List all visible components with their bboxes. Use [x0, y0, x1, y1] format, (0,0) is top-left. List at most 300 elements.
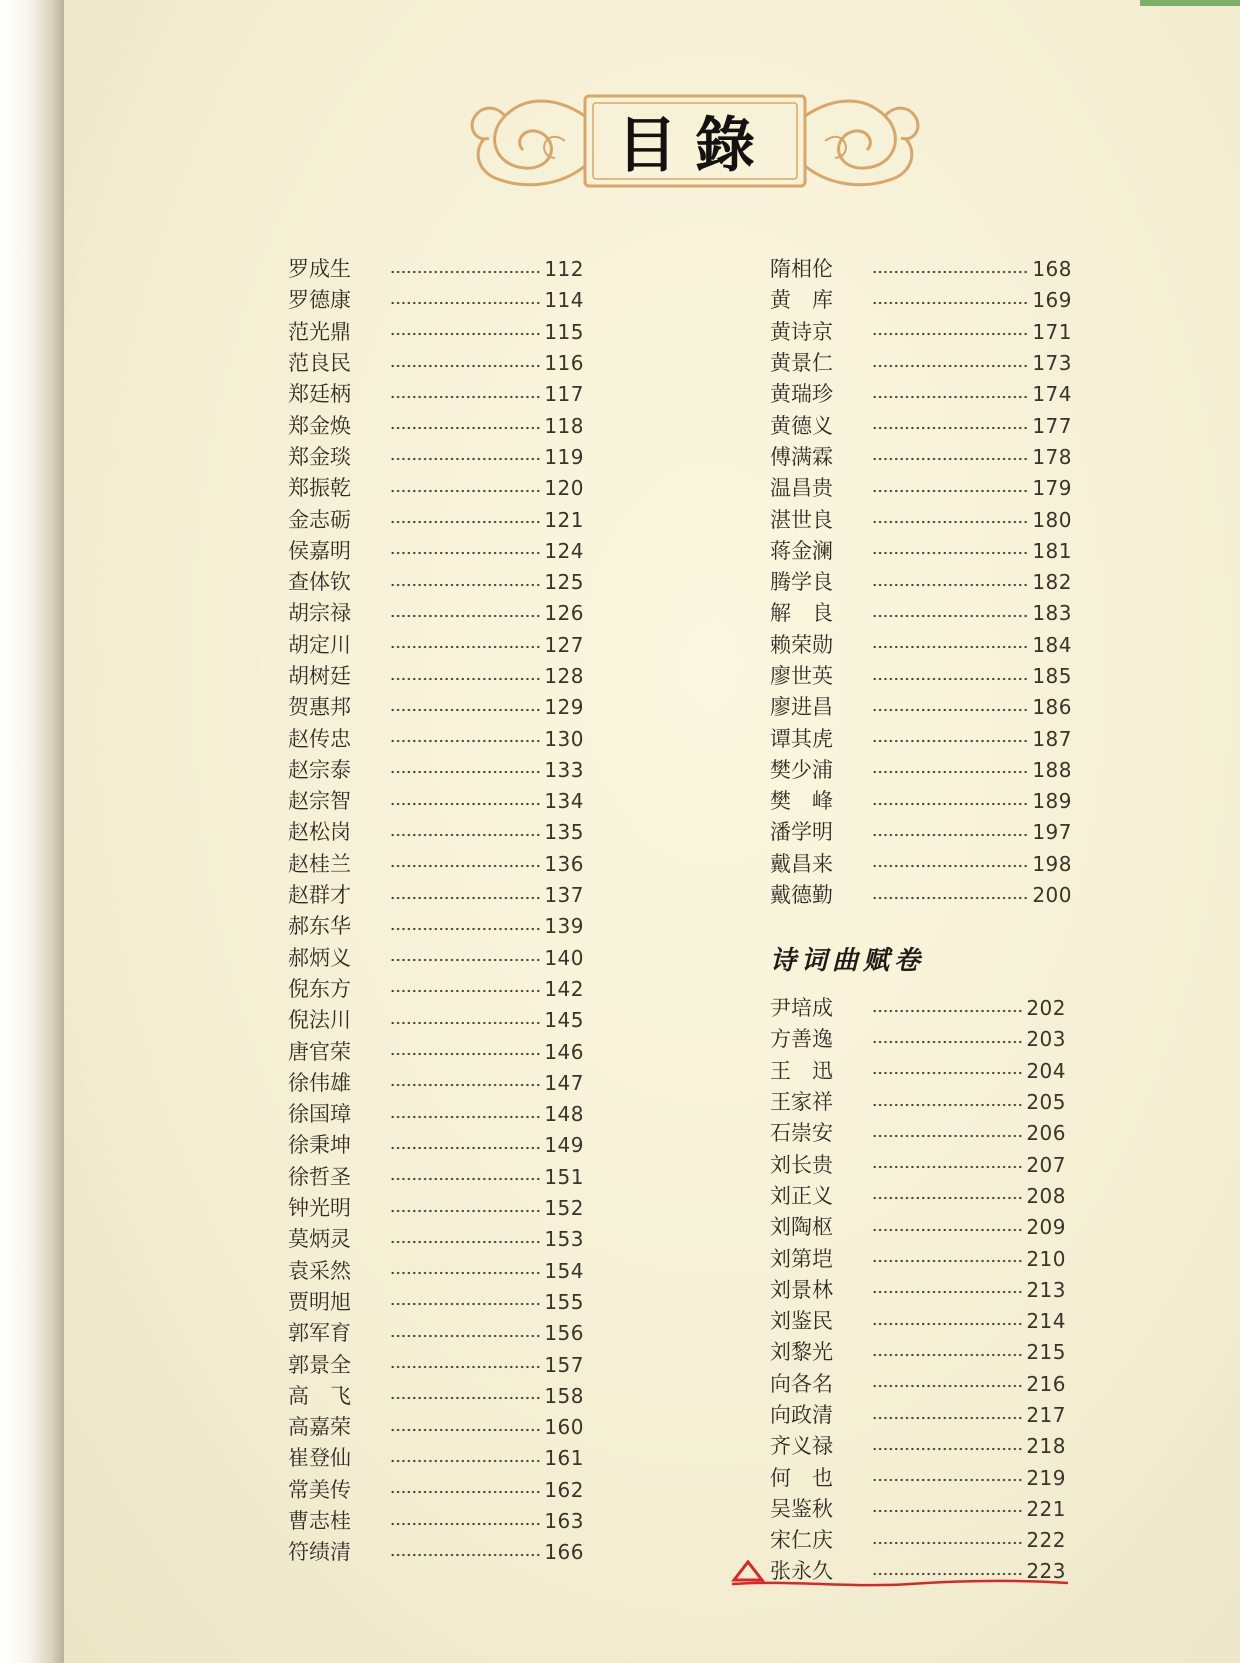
toc-entry — [770, 817, 1072, 848]
toc-dot-leader — [872, 1416, 1022, 1420]
toc-entry — [288, 536, 584, 567]
toc-entry-name: 唐官荣 — [288, 1039, 351, 1064]
toc-entry-page-number: 184 — [1032, 632, 1072, 657]
toc-entry-page-number: 158 — [544, 1383, 584, 1408]
section-heading: 诗词曲赋卷 — [770, 946, 926, 976]
toc-right-column — [770, 254, 1072, 911]
toc-entry — [288, 1256, 584, 1287]
toc-entry-name: 郑廷柄 — [288, 382, 351, 407]
toc-entry — [288, 1412, 584, 1443]
page-title: 目錄 — [617, 111, 773, 181]
toc-entry-page-number: 198 — [1032, 851, 1072, 876]
toc-entry-name: 徐伟雄 — [288, 1070, 351, 1095]
toc-entry-name: 黄 库 — [770, 288, 833, 313]
toc-entry — [288, 1036, 584, 1067]
toc-entry-page-number: 218 — [1026, 1434, 1066, 1459]
toc-entry — [288, 504, 584, 535]
toc-entry — [288, 1224, 584, 1255]
toc-entry-page-number: 177 — [1032, 413, 1072, 438]
toc-entry-name: 刘景林 — [770, 1277, 833, 1302]
toc-dot-leader — [872, 1541, 1022, 1545]
toc-dot-leader — [390, 1271, 540, 1275]
toc-dot-leader — [872, 1103, 1022, 1107]
toc-dot-leader — [390, 896, 540, 900]
toc-entry-name: 解 良 — [770, 601, 833, 626]
toc-entry-name: 郝炳义 — [288, 945, 351, 970]
toc-entry-page-number: 128 — [544, 664, 584, 688]
toc-entry-name: 郭军育 — [288, 1321, 351, 1346]
toc-entry-page-number: 210 — [1026, 1246, 1066, 1271]
toc-entry — [770, 1400, 1066, 1431]
toc-dot-leader — [872, 739, 1028, 743]
toc-entry — [288, 911, 584, 942]
toc-entry — [770, 1494, 1066, 1525]
toc-entry — [770, 285, 1072, 316]
toc-dot-leader — [872, 1165, 1022, 1169]
toc-entry-name: 黄瑞珍 — [770, 382, 833, 407]
toc-dot-leader — [872, 1384, 1022, 1388]
toc-entry — [288, 849, 584, 880]
toc-dot-leader — [390, 802, 540, 806]
toc-entry-page-number: 148 — [544, 1102, 584, 1127]
toc-entry-name: 潘学明 — [770, 820, 833, 845]
toc-entry-page-number: 208 — [1026, 1183, 1066, 1208]
toc-entry — [770, 692, 1072, 723]
toc-entry — [288, 1099, 584, 1130]
toc-entry-name: 赵桂兰 — [288, 851, 351, 876]
toc-dot-leader — [872, 864, 1028, 868]
toc-dot-leader — [872, 833, 1028, 837]
book-gutter — [0, 0, 64, 1663]
toc-entry-name: 赵群才 — [288, 883, 351, 908]
toc-entry-name: 黄诗京 — [770, 319, 833, 344]
toc-entry-page-number: 126 — [544, 601, 584, 626]
toc-entry-page-number: 183 — [1032, 601, 1072, 626]
toc-entry-page-number: 188 — [1032, 757, 1072, 782]
toc-dot-leader — [872, 332, 1028, 336]
toc-entry-name: 齐义禄 — [770, 1434, 833, 1459]
toc-entry-page-number: 187 — [1032, 726, 1072, 751]
toc-entry-name: 腾学良 — [770, 570, 833, 595]
toc-dot-leader — [872, 1228, 1022, 1232]
toc-dot-leader — [872, 1259, 1022, 1263]
toc-entry-name: 倪法川 — [288, 1008, 351, 1033]
toc-dot-leader — [390, 426, 540, 430]
toc-entry-name: 蒋金澜 — [770, 538, 833, 563]
toc-dot-leader — [872, 520, 1028, 524]
toc-entry-name: 郝东华 — [288, 914, 351, 939]
toc-entry — [288, 317, 584, 348]
toc-dot-leader — [390, 520, 540, 524]
toc-entry-page-number: 216 — [1026, 1371, 1066, 1396]
toc-entry-name: 高嘉荣 — [288, 1415, 351, 1440]
toc-entry-page-number: 120 — [544, 476, 584, 501]
toc-entry — [288, 1068, 584, 1099]
toc-dot-leader — [872, 677, 1028, 681]
toc-dot-leader — [872, 426, 1028, 430]
toc-entry — [770, 1118, 1066, 1149]
toc-entry-name: 胡树廷 — [288, 664, 351, 688]
toc-entry — [288, 567, 584, 598]
toc-entry — [770, 1306, 1066, 1337]
red-underline-mark — [730, 1576, 1070, 1592]
toc-entry — [770, 1181, 1066, 1212]
toc-dot-leader — [872, 395, 1028, 399]
toc-entry-name: 金志砺 — [288, 507, 351, 532]
toc-dot-leader — [390, 1177, 540, 1181]
toc-entry-name: 符绩清 — [288, 1540, 351, 1565]
toc-entry — [288, 1162, 584, 1193]
toc-entry — [288, 786, 584, 817]
toc-entry — [288, 1349, 584, 1380]
toc-entry-page-number: 179 — [1032, 476, 1072, 501]
toc-entry-name: 刘正义 — [770, 1183, 833, 1208]
toc-dot-leader — [390, 1209, 540, 1213]
toc-dot-leader — [390, 1240, 540, 1244]
toc-entry-page-number: 146 — [544, 1039, 584, 1064]
toc-entry-page-number: 149 — [544, 1133, 584, 1158]
toc-entry-page-number: 206 — [1026, 1121, 1066, 1146]
toc-entry — [288, 442, 584, 473]
toc-entry — [770, 786, 1072, 817]
toc-dot-leader — [872, 364, 1028, 368]
toc-entry-page-number: 137 — [544, 883, 584, 908]
toc-entry-page-number: 223 — [1026, 1559, 1066, 1584]
toc-entry-name: 钟光明 — [288, 1196, 351, 1221]
toc-entry — [770, 993, 1066, 1024]
toc-dot-leader — [872, 896, 1028, 900]
toc-entry-page-number: 205 — [1026, 1090, 1066, 1115]
toc-entry-page-number: 136 — [544, 851, 584, 876]
toc-entry — [770, 504, 1072, 535]
toc-dot-leader — [872, 1509, 1022, 1513]
toc-entry-page-number: 140 — [544, 945, 584, 970]
toc-dot-leader — [390, 1365, 540, 1369]
toc-entry-name: 范良民 — [288, 351, 351, 376]
toc-entry — [770, 1024, 1066, 1055]
toc-dot-leader — [390, 270, 540, 274]
toc-entry-name: 胡定川 — [288, 632, 351, 657]
toc-entry-name: 郭景全 — [288, 1352, 351, 1377]
toc-entry-name: 刘陶枢 — [770, 1215, 833, 1240]
toc-entry-page-number: 133 — [544, 757, 584, 782]
toc-entry-page-number: 118 — [544, 413, 584, 438]
toc-entry-page-number: 180 — [1032, 507, 1072, 532]
toc-entry-name: 刘长贵 — [770, 1152, 833, 1177]
toc-dot-leader — [872, 301, 1028, 305]
toc-dot-leader — [872, 1071, 1022, 1075]
toc-entry-name: 王 迅 — [770, 1058, 833, 1083]
toc-entry-page-number: 166 — [544, 1540, 584, 1565]
toc-entry-page-number: 139 — [544, 914, 584, 939]
toc-entry-name: 罗成生 — [288, 257, 351, 282]
toc-dot-leader — [872, 708, 1028, 712]
toc-dot-leader — [390, 1115, 540, 1119]
toc-entry-name: 隋相伦 — [770, 257, 833, 282]
toc-entry — [770, 1525, 1066, 1556]
toc-entry-name: 向各名 — [770, 1371, 833, 1396]
toc-entry — [770, 1212, 1066, 1243]
toc-entry — [288, 755, 584, 786]
toc-entry — [770, 849, 1072, 880]
toc-entry-name: 廖世英 — [770, 664, 833, 688]
toc-entry-page-number: 147 — [544, 1070, 584, 1095]
toc-entry-page-number: 202 — [1026, 996, 1066, 1021]
toc-dot-leader — [390, 1021, 540, 1025]
toc-dot-leader — [390, 457, 540, 461]
toc-entry-page-number: 163 — [544, 1509, 584, 1534]
toc-dot-leader — [390, 677, 540, 681]
toc-entry-page-number: 217 — [1026, 1403, 1066, 1427]
toc-dot-leader — [390, 864, 540, 868]
toc-entry-name: 宋仁庆 — [770, 1528, 833, 1553]
toc-entry — [288, 379, 584, 410]
toc-dot-leader — [390, 1334, 540, 1338]
toc-entry-name: 袁采然 — [288, 1258, 351, 1283]
toc-entry — [288, 817, 584, 848]
toc-dot-leader — [390, 614, 540, 618]
toc-entry-name: 戴德勤 — [770, 883, 833, 908]
toc-dot-leader — [390, 1052, 540, 1056]
toc-entry-page-number: 117 — [544, 382, 584, 407]
toc-dot-leader — [872, 1353, 1022, 1357]
toc-entry — [770, 1243, 1066, 1274]
toc-entry-page-number: 171 — [1032, 319, 1072, 344]
toc-entry-name: 方善逸 — [770, 1027, 833, 1052]
toc-entry — [288, 630, 584, 661]
toc-entry-page-number: 114 — [544, 288, 584, 313]
toc-entry-name: 赵宗智 — [288, 789, 351, 814]
toc-entry — [770, 567, 1072, 598]
toc-dot-leader — [872, 1447, 1022, 1451]
toc-dot-leader — [390, 551, 540, 555]
toc-entry-page-number: 130 — [544, 726, 584, 751]
toc-dot-leader — [390, 989, 540, 993]
toc-entry — [770, 630, 1072, 661]
toc-dot-leader — [390, 1302, 540, 1306]
toc-entry-name: 温昌贵 — [770, 476, 833, 501]
toc-entry — [770, 1087, 1066, 1118]
toc-dot-leader — [872, 457, 1028, 461]
toc-entry — [770, 348, 1072, 379]
toc-dot-leader — [390, 301, 540, 305]
toc-entry-page-number: 203 — [1026, 1027, 1066, 1052]
toc-entry-name: 尹培成 — [770, 996, 833, 1021]
toc-entry — [770, 880, 1072, 911]
toc-entry-name: 范光鼎 — [288, 319, 351, 344]
toc-dot-leader — [390, 1490, 540, 1494]
toc-entry — [288, 1287, 584, 1318]
toc-entry — [288, 598, 584, 629]
toc-entry-name: 刘鉴民 — [770, 1309, 833, 1334]
toc-dot-leader — [390, 927, 540, 931]
toc-entry-page-number: 161 — [544, 1446, 584, 1471]
toc-entry — [288, 473, 584, 504]
toc-dot-leader — [872, 770, 1028, 774]
toc-entry-name: 郑振乾 — [288, 476, 351, 501]
toc-entry-name: 徐国璋 — [288, 1102, 351, 1127]
toc-dot-leader — [390, 1146, 540, 1150]
toc-dot-leader — [872, 1196, 1022, 1200]
toc-entry-page-number: 152 — [544, 1196, 584, 1221]
toc-entry-name: 高 飞 — [288, 1383, 351, 1408]
toc-entry-name: 樊 峰 — [770, 789, 833, 814]
toc-entry-page-number: 173 — [1032, 351, 1072, 376]
toc-entry-name: 黄德义 — [770, 413, 833, 438]
toc-dot-leader — [390, 770, 540, 774]
toc-entry — [288, 348, 584, 379]
toc-entry-name: 向政清 — [770, 1403, 833, 1427]
toc-entry-page-number: 156 — [544, 1321, 584, 1346]
toc-entry — [288, 1381, 584, 1412]
toc-entry — [770, 536, 1072, 567]
toc-entry — [288, 1193, 584, 1224]
toc-entry-name: 查体钦 — [288, 570, 351, 595]
toc-dot-leader — [872, 802, 1028, 806]
toc-dot-leader — [390, 833, 540, 837]
toc-entry — [288, 1318, 584, 1349]
toc-entry-page-number: 151 — [544, 1164, 584, 1189]
toc-entry-page-number: 155 — [544, 1289, 584, 1314]
toc-entry — [770, 1056, 1066, 1087]
toc-entry-page-number: 121 — [544, 507, 584, 532]
toc-dot-leader — [390, 1522, 540, 1526]
toc-entry-page-number: 125 — [544, 570, 584, 595]
toc-entry-page-number: 186 — [1032, 695, 1072, 720]
toc-entry-name: 何 也 — [770, 1465, 833, 1490]
toc-entry-name: 石崇安 — [770, 1121, 833, 1146]
toc-entry-page-number: 214 — [1026, 1309, 1066, 1334]
toc-entry-name: 贾明旭 — [288, 1289, 351, 1314]
toc-entry-page-number: 204 — [1026, 1058, 1066, 1083]
toc-entry-name: 郑金琰 — [288, 444, 351, 469]
toc-right-column-section — [770, 993, 1066, 1588]
toc-dot-leader — [390, 1396, 540, 1400]
toc-dot-leader — [390, 645, 540, 649]
toc-entry — [770, 1149, 1066, 1180]
toc-entry-page-number: 160 — [544, 1415, 584, 1440]
toc-entry-page-number: 153 — [544, 1227, 584, 1252]
toc-entry — [288, 254, 584, 285]
toc-entry-name: 赖荣勋 — [770, 632, 833, 657]
toc-entry — [288, 1506, 584, 1537]
toc-entry — [288, 974, 584, 1005]
toc-dot-leader — [390, 395, 540, 399]
toc-entry-page-number: 181 — [1032, 538, 1072, 563]
toc-entry — [770, 1337, 1066, 1368]
toc-dot-leader — [872, 551, 1028, 555]
toc-entry-name: 曹志桂 — [288, 1509, 351, 1534]
toc-entry-name: 徐秉坤 — [288, 1133, 351, 1158]
toc-entry-page-number: 197 — [1032, 820, 1072, 845]
toc-entry-name: 郑金焕 — [288, 413, 351, 438]
toc-entry-page-number: 169 — [1032, 288, 1072, 313]
toc-dot-leader — [872, 1040, 1022, 1044]
toc-entry-page-number: 157 — [544, 1352, 584, 1377]
toc-entry — [770, 661, 1072, 692]
toc-entry-page-number: 119 — [544, 444, 584, 469]
toc-entry — [770, 410, 1072, 441]
toc-entry-page-number: 129 — [544, 695, 584, 720]
toc-entry — [770, 755, 1072, 786]
toc-entry-name: 廖进昌 — [770, 695, 833, 720]
title-plaque — [465, 86, 925, 196]
toc-entry-page-number: 219 — [1026, 1465, 1066, 1490]
toc-entry-name: 莫炳灵 — [288, 1227, 351, 1252]
toc-entry-page-number: 178 — [1032, 444, 1072, 469]
toc-entry-page-number: 209 — [1026, 1215, 1066, 1240]
toc-entry — [288, 723, 584, 754]
toc-entry — [770, 317, 1072, 348]
scan-edge-strip — [1140, 0, 1240, 6]
toc-entry-page-number: 213 — [1026, 1277, 1066, 1302]
toc-dot-leader — [872, 1478, 1022, 1482]
toc-entry-name: 张永久 — [770, 1559, 833, 1584]
toc-entry-page-number: 168 — [1032, 257, 1072, 282]
toc-entry — [288, 880, 584, 911]
toc-entry-name: 吴鉴秋 — [770, 1496, 833, 1521]
toc-entry-name: 侯嘉明 — [288, 538, 351, 563]
toc-entry-name: 刘黎光 — [770, 1340, 833, 1365]
toc-entry-page-number: 134 — [544, 789, 584, 814]
toc-entry-page-number: 207 — [1026, 1152, 1066, 1177]
toc-entry-name: 贺惠邦 — [288, 695, 351, 720]
toc-dot-leader — [390, 1428, 540, 1432]
toc-entry-name: 谭其虎 — [770, 726, 833, 751]
toc-entry-name: 湛世良 — [770, 507, 833, 532]
toc-dot-leader — [390, 332, 540, 336]
toc-entry-page-number: 135 — [544, 820, 584, 845]
toc-entry — [770, 1431, 1066, 1462]
toc-dot-leader — [390, 583, 540, 587]
toc-entry — [288, 1537, 584, 1568]
toc-entry-name: 赵宗泰 — [288, 757, 351, 782]
toc-entry — [770, 473, 1072, 504]
toc-entry — [770, 442, 1072, 473]
toc-left-column — [288, 254, 584, 1568]
toc-entry-page-number: 222 — [1026, 1528, 1066, 1553]
toc-dot-leader — [872, 1009, 1022, 1013]
toc-entry-name: 戴昌来 — [770, 851, 833, 876]
toc-entry — [770, 1462, 1066, 1493]
toc-entry-page-number: 174 — [1032, 382, 1072, 407]
toc-entry-page-number: 200 — [1032, 883, 1072, 908]
toc-entry-page-number: 154 — [544, 1258, 584, 1283]
toc-entry-name: 赵松岗 — [288, 820, 351, 845]
toc-dot-leader — [872, 270, 1028, 274]
toc-entry — [288, 1443, 584, 1474]
toc-entry-page-number: 116 — [544, 351, 584, 376]
toc-entry-page-number: 182 — [1032, 570, 1072, 595]
toc-entry-page-number: 112 — [544, 257, 584, 282]
toc-entry — [288, 661, 584, 692]
toc-dot-leader — [390, 364, 540, 368]
toc-entry-name: 胡宗禄 — [288, 601, 351, 626]
toc-entry-name: 王家祥 — [770, 1090, 833, 1115]
toc-dot-leader — [390, 708, 540, 712]
toc-dot-leader — [872, 489, 1028, 493]
toc-entry-page-number: 215 — [1026, 1340, 1066, 1365]
toc-entry — [770, 379, 1072, 410]
toc-entry-page-number: 162 — [544, 1477, 584, 1502]
toc-entry-page-number: 127 — [544, 632, 584, 657]
toc-entry — [288, 943, 584, 974]
toc-entry-page-number: 189 — [1032, 789, 1072, 814]
toc-entry — [770, 1369, 1066, 1400]
toc-entry-page-number: 124 — [544, 538, 584, 563]
toc-entry-name: 黄景仁 — [770, 351, 833, 376]
toc-dot-leader — [390, 1083, 540, 1087]
